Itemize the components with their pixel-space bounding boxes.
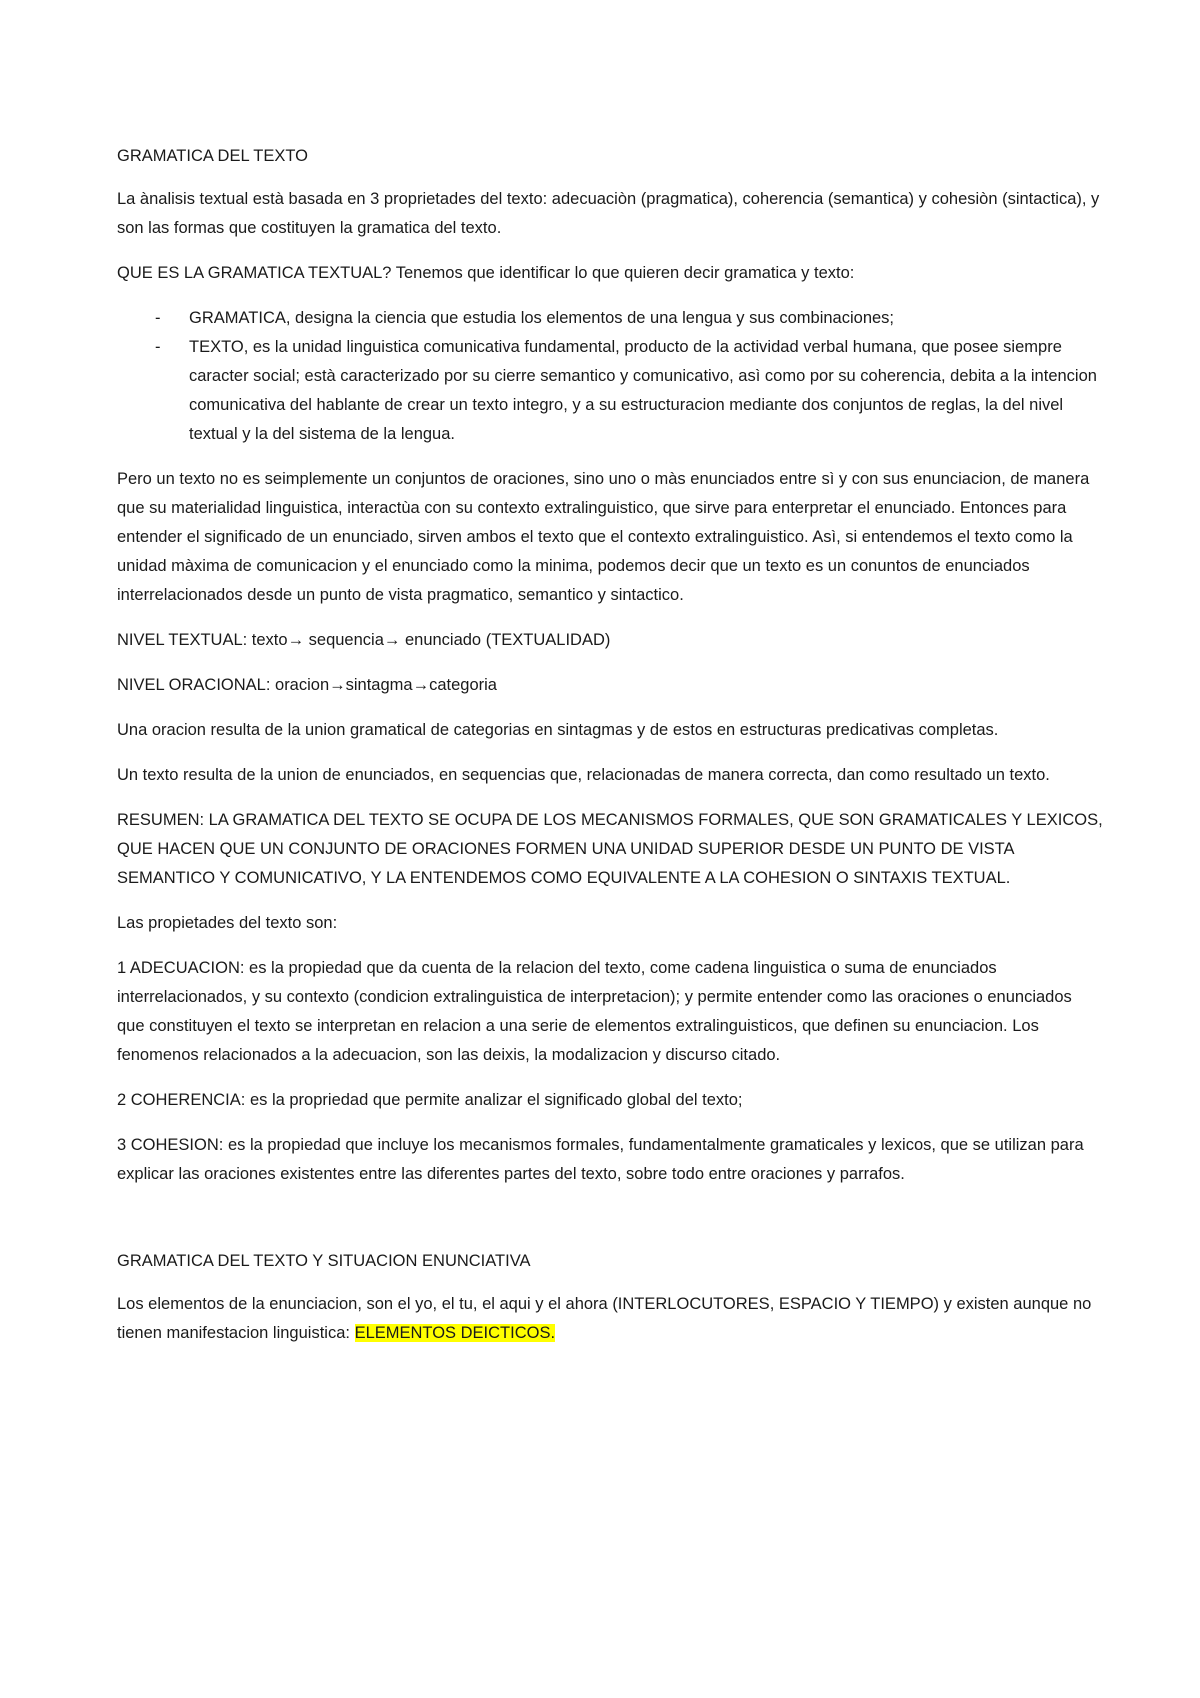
nivel-textual-line: NIVEL TEXTUAL: texto→ sequencia→ enunciado (TEXTUALIDAD) [117, 631, 611, 649]
texto-paragraph: Pero un texto no es seimplemente un conjuntos de oraciones, sino uno o màs enunciados entre sì y con sus enunciacion, de manera que su materialidad linguistica, interactùa con su contexto extralinguistico, que sirve para enterpretar el enunciado. Entonces para entender el significado de un enunciado, sirven ambos el texto que el contexto extralinguistico. Asì, si entendemos el texto como la unidad màxima de comunicacion y el enunciado como la minima, podemos decir que un texto es un conuntos de enunciados interrelacionados desde un punto de vista pragmatico, semantico y sintactico. [117, 470, 1090, 604]
intro-paragraph: La ànalisis textual està basada en 3 proprietades del texto: adecuaciòn (pragmatica), coherencia (semantica) y cohesiòn (sintactica), y son las formas que costituyen la gramatica del texto. [117, 190, 1100, 237]
document-title: GRAMATICA DEL TEXTO [117, 147, 309, 165]
nivel-oracional-line: NIVEL ORACIONAL: oracion→sintagma→categoria [117, 676, 497, 694]
document-page [117, 142, 1103, 1364]
propiedades-intro: Las propietades del texto son: [117, 914, 338, 932]
adecuacion-paragraph: 1 ADECUACION: es la propiedad que da cuenta de la relacion del texto, come cadena linguistica o suma de enunciados interrelacionados, y su contexto (condicion extralinguistica de interpretacion); y permite entender como las oraciones o enunciados que constituyen el texto se interpretan en relacion a una serie de elementos extralinguisticos, que definen su enunciacion. Los fenomenos relacionados a la adecuacion, son las deixis, la modalizacion y discurso citado. [117, 959, 1072, 1064]
elementos-text: Los elementos de la enunciacion, son el yo, el tu, el aqui y el ahora (INTERLOCUTORES, ESPACIO Y TIEMPO) y existen aunque no tienen manifestacion linguistica: [117, 1295, 1092, 1342]
list-item: - TEXTO, es la unidad linguistica comunicativa fundamental, producto de la actividad verbal humana, que posee siempre caracter social; està caracterizado por su cierre semantico y comunicativo, asì como por su coherencia, debita a la intencion comunicativa del hablante de crear un texto integro, y a su estructuracion mediante dos conjuntos de reglas, la del nivel textual y la del sistema de la lengua. [117, 333, 1103, 449]
section-title: GRAMATICA DEL TEXTO Y SITUACION ENUNCIATIVA [117, 1252, 531, 1270]
list-item: - GRAMATICA, designa la ciencia que estudia los elementos de una lengua y sus combinaciones; [117, 304, 1103, 333]
coherencia-paragraph: 2 COHERENCIA: es la propriedad que permite analizar el significado global del texto; [117, 1091, 743, 1109]
oracion-paragraph: Una oracion resulta de la union gramatical de categorias en sintagmas y de estos en estructuras predicativas completas. [117, 721, 999, 739]
question-paragraph: QUE ES LA GRAMATICA TEXTUAL? Tenemos que identificar lo que quieren decir gramatica y texto: [117, 264, 855, 282]
texto-resulta-paragraph: Un texto resulta de la union de enunciados, en sequencias que, relacionadas de manera correcta, dan como resultado un texto. [117, 766, 1050, 784]
cohesion-paragraph: 3 COHESION: es la propiedad que incluye los mecanismos formales, fundamentalmente gramaticales y lexicos, que se utilizan para explicar las oraciones existentes entre las diferentes partes del texto, sobre todo entre oraciones y parrafos. [117, 1136, 1084, 1183]
section-spacer [117, 1205, 1103, 1247]
definitions-list [117, 304, 1103, 449]
resumen-paragraph: RESUMEN: LA GRAMATICA DEL TEXTO SE OCUPA DE LOS MECANISMOS FORMALES, QUE SON GRAMATICALES Y LEXICOS, QUE HACEN QUE UN CONJUNTO DE ORACIONES FORMEN UNA UNIDAD SUPERIOR DESDE UN PUNTO DE VISTA SEMANTICO Y COMUNICATIVO, Y LA ENTENDEMOS COMO EQUIVALENTE A LA COHESION O SINTAXIS TEXTUAL. [117, 811, 1103, 887]
elementos-paragraph [117, 1290, 1103, 1348]
elementos-highlight: ELEMENTOS DEICTICOS. [354, 1324, 556, 1342]
